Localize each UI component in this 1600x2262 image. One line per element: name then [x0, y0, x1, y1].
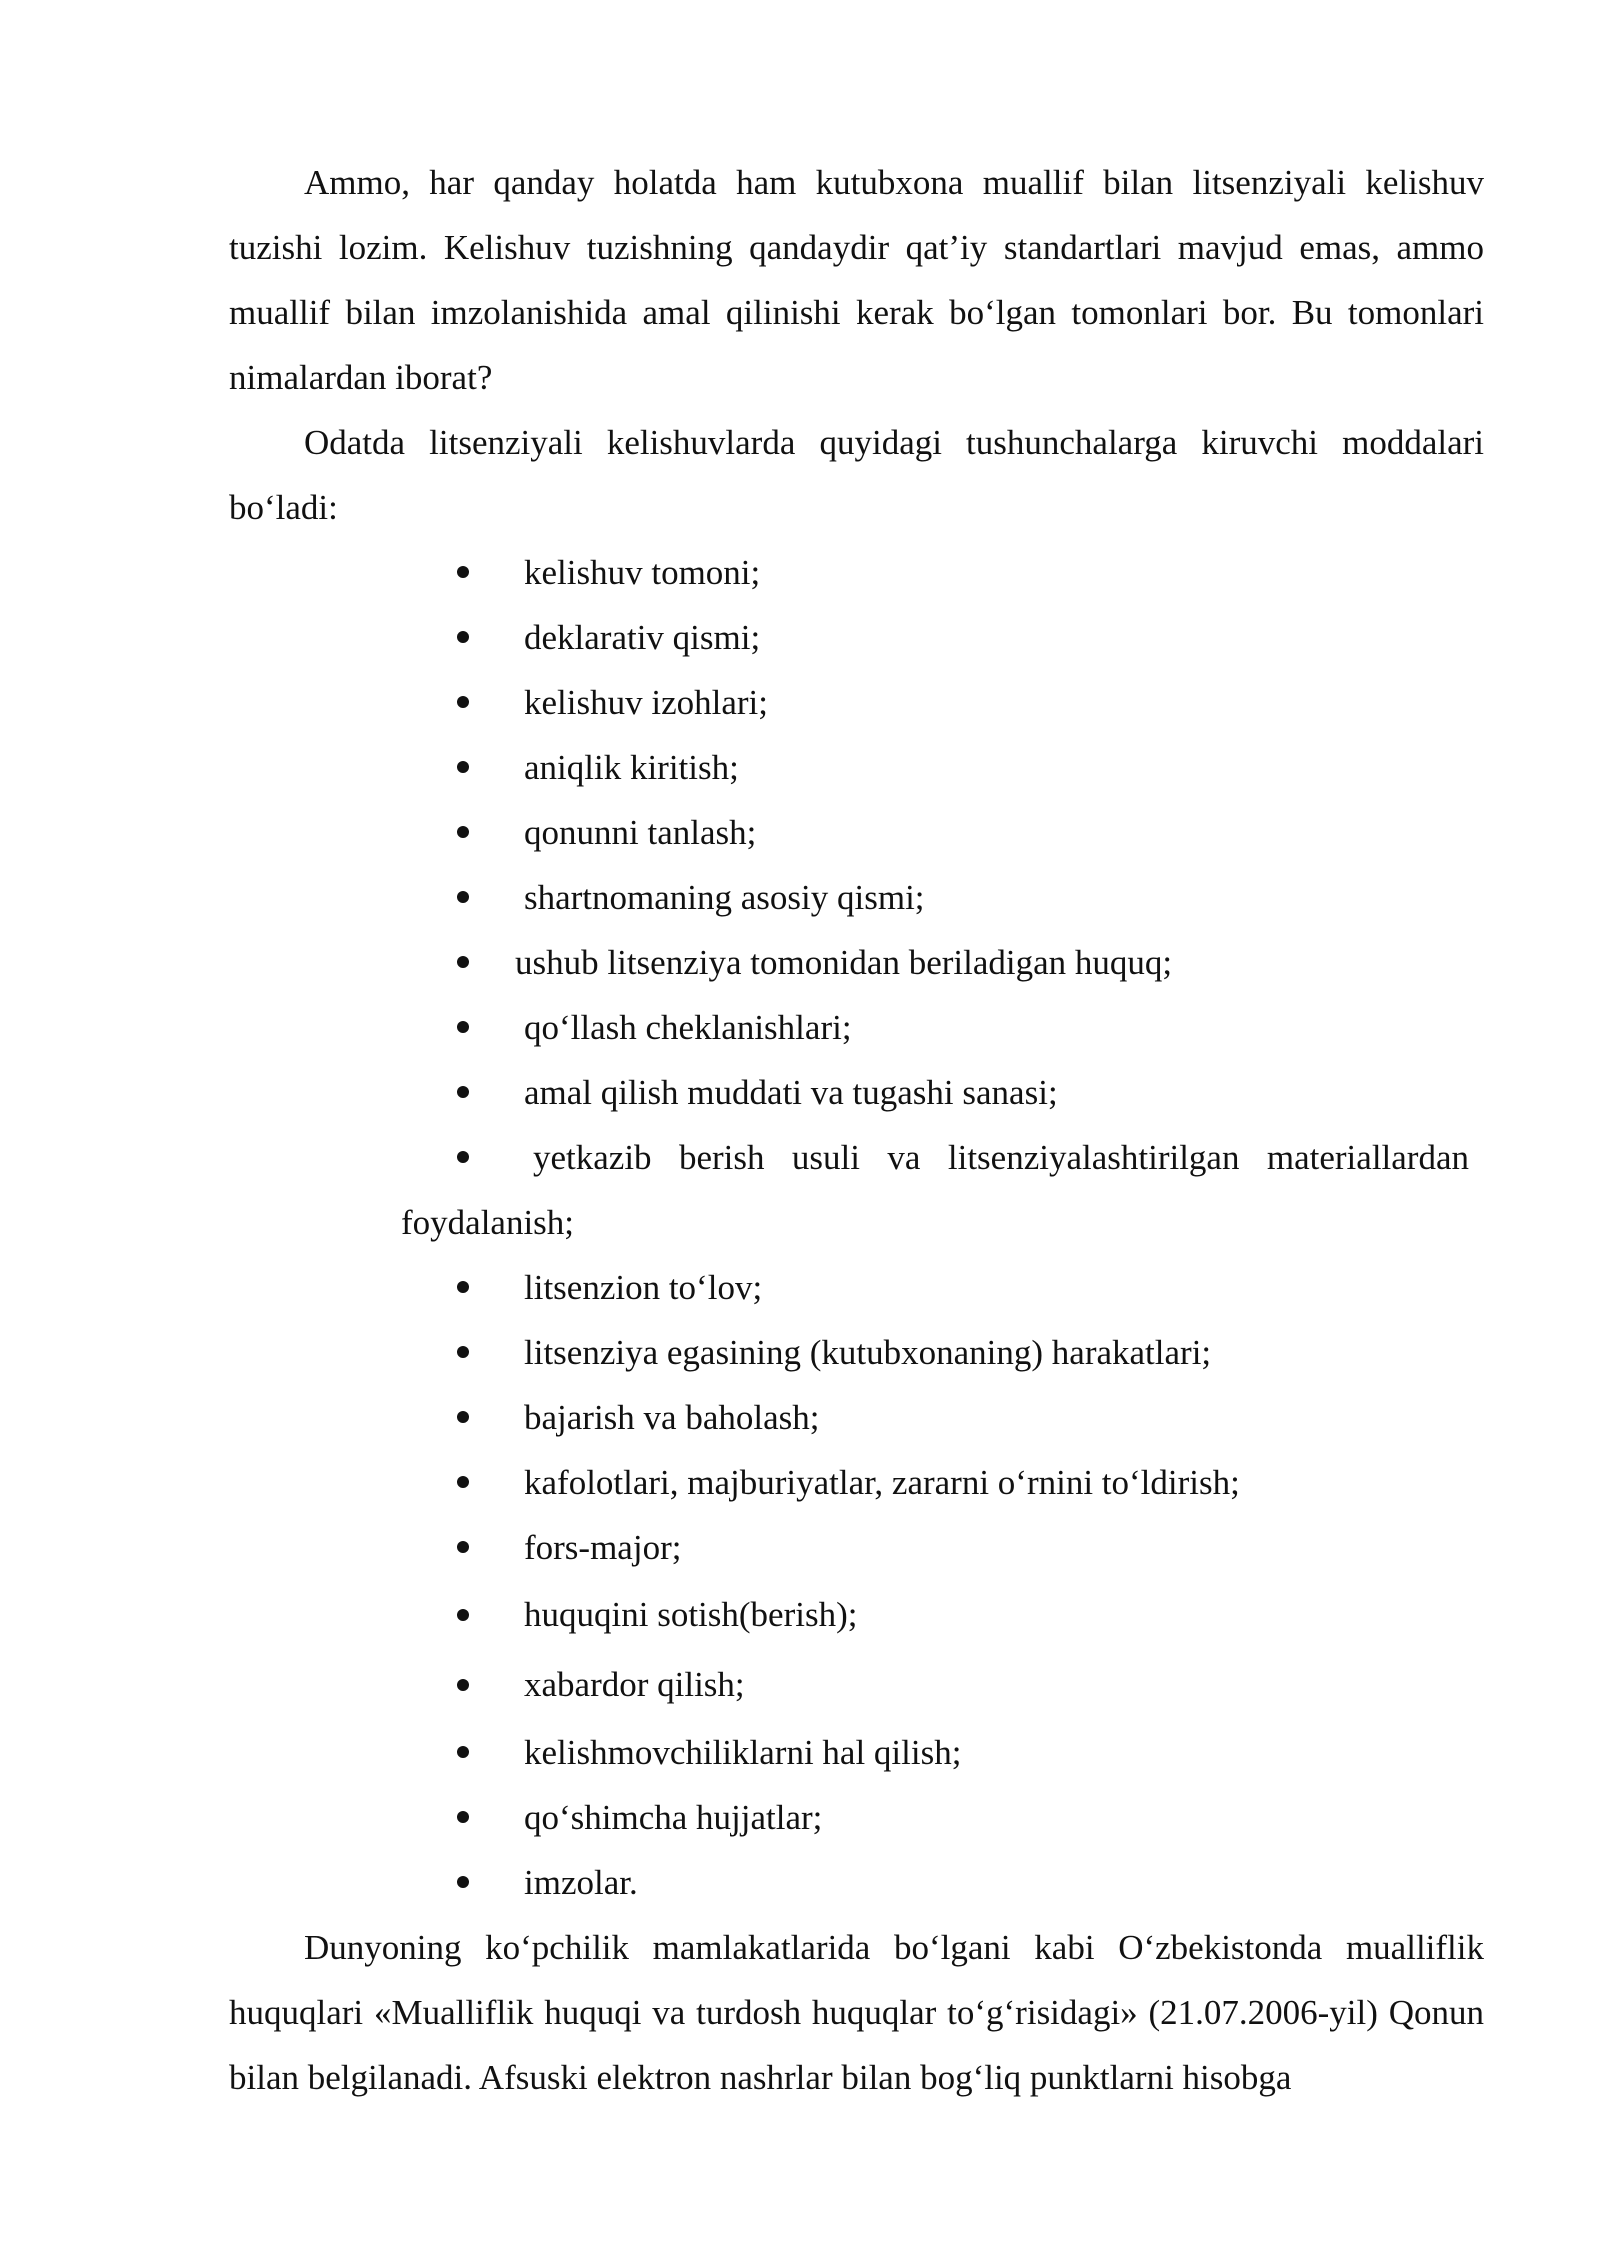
bullet-icon [457, 826, 469, 838]
list-item: ushub litsenziya tomonidan beriladigan huquq; [229, 930, 1484, 995]
paragraph-list-lead: Odatda litsenziyali kelishuvlarda quyidagi tushunchalarga kiruvchi moddalari bo‘ladi: [229, 423, 1484, 527]
bullet-icon [457, 761, 469, 773]
list-item: yetkazib berish usuli va litsenziyalashtirilgan materiallardan foydalanish; [401, 1138, 1469, 1242]
bullet-icon [457, 1541, 469, 1553]
bullet-icon [457, 1811, 469, 1823]
list-item: qo‘shimcha hujjatlar; [229, 1785, 1484, 1850]
list-item: fors-major; [229, 1515, 1484, 1580]
list-item: kelishuv izohlari; [229, 670, 1484, 735]
bullet-icon [457, 1679, 469, 1691]
paragraph-copyright-law: Dunyoning ko‘pchilik mamlakatlarida bo‘lgani kabi O‘zbekistonda mualliflik huquqlari «Mualliflik huquqi va turdosh huquqlar to‘g‘risidagi» (21.07.2006-yil) Qonun bilan belgilanadi. Afsuski elektron nashrlar bilan bog‘liq punktlarni hisobga [229, 1928, 1484, 2097]
list-item: huquqini sotish(berish); [229, 1580, 1484, 1650]
list-item: aniqlik kiritish; [229, 735, 1484, 800]
list-item: shartnomaning asosiy qismi; [229, 865, 1484, 930]
list-item: imzolar. [229, 1850, 1484, 1915]
bullet-icon [457, 1281, 469, 1293]
bullet-icon [457, 956, 469, 968]
list-item: kelishmovchiliklarni hal qilish; [229, 1720, 1484, 1785]
bullet-icon [457, 1609, 469, 1621]
bullet-icon [457, 1476, 469, 1488]
list-item: qo‘llash cheklanishlari; [229, 995, 1484, 1060]
bullet-icon [457, 1411, 469, 1423]
bullet-icon [457, 631, 469, 643]
list-item: kelishuv tomoni; [229, 540, 1484, 605]
bullet-icon [457, 1021, 469, 1033]
paragraph-intro: Ammo, har qanday holatda ham kutubxona muallif bilan litsenziyali kelishuv tuzishi lozim. Kelishuv tuzishning qandaydir qat’iy standartlari mavjud emas, ammo muallif bilan imzolanishida amal qilinishi kerak bo‘lgan tomonlari bor. Bu tomonlari nimalardan iborat? [229, 163, 1484, 397]
list-item: deklarativ qismi; [229, 605, 1484, 670]
list-item: litsenziya egasining (kutubxonaning) harakatlari; [229, 1320, 1484, 1385]
list-item: bajarish va baholash; [229, 1385, 1484, 1450]
bullet-icon [457, 696, 469, 708]
list-item: xabardor qilish; [229, 1650, 1484, 1720]
bullet-icon [457, 566, 469, 578]
list-item: litsenzion to‘lov; [229, 1255, 1484, 1320]
bullet-icon [457, 1086, 469, 1098]
bullet-icon [457, 891, 469, 903]
list-item: qonunni tanlash; [229, 800, 1484, 865]
list-item: kafolotlari, majburiyatlar, zararni o‘rnini to‘ldirish; [229, 1450, 1484, 1515]
list-item: amal qilish muddati va tugashi sanasi; [229, 1060, 1484, 1125]
bullet-icon [457, 1746, 469, 1758]
document-page [229, 150, 1484, 2110]
bullet-icon [457, 1346, 469, 1358]
clauses-list [229, 540, 1484, 1915]
bullet-icon [457, 1151, 469, 1163]
bullet-icon [457, 1876, 469, 1888]
